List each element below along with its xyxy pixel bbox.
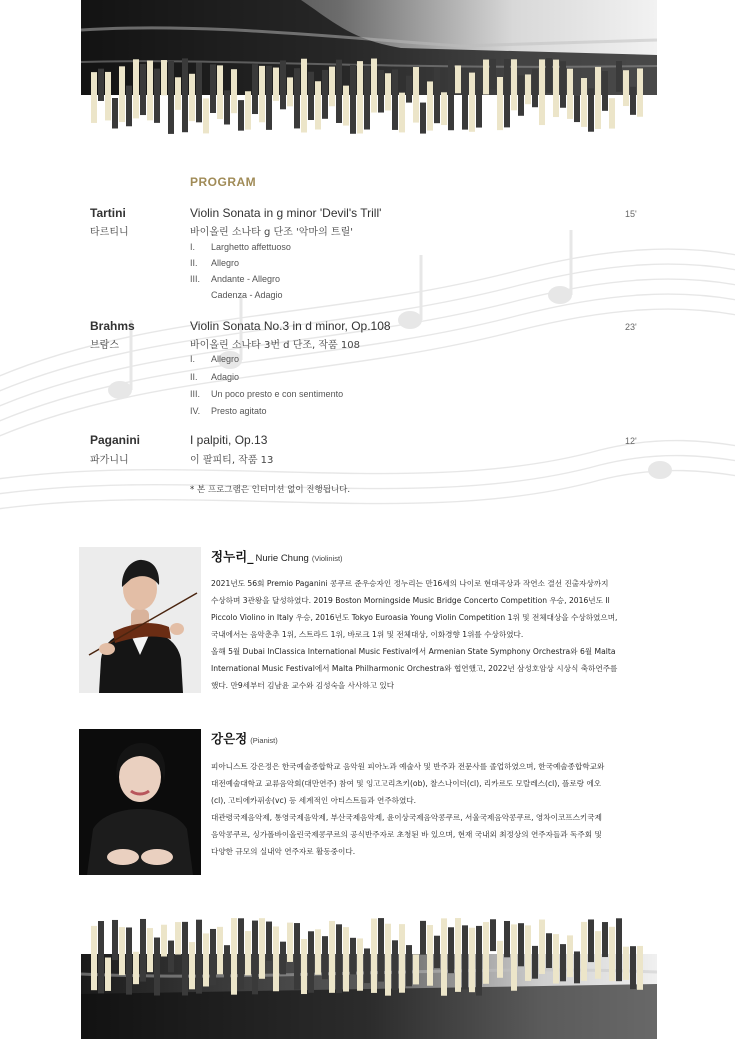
wave-bar (462, 925, 468, 989)
wave-bar (357, 61, 363, 133)
wave-bar (273, 926, 279, 991)
wave-bar (588, 88, 594, 131)
wave-bar (322, 70, 328, 119)
wave-bar (602, 71, 608, 111)
wave-bar (371, 918, 377, 992)
wave-bar (413, 954, 419, 984)
wave-bar (581, 922, 587, 981)
wave-bar (371, 59, 377, 113)
wave-bar (147, 61, 153, 121)
wave-bar (329, 67, 335, 107)
wave-bar (189, 74, 195, 121)
wave-bar (434, 68, 440, 124)
wave-bar (259, 918, 265, 979)
wave-bar (609, 927, 615, 981)
wave-bar (553, 934, 559, 983)
wave-bar (637, 946, 643, 990)
wave-bar (462, 68, 468, 130)
wave-bar (595, 67, 601, 129)
wave-bar (511, 59, 517, 110)
wave-bar (154, 938, 160, 996)
wave-bar (133, 59, 139, 118)
wave-bar (525, 74, 531, 104)
performer-name: 강은정 (Pianist) (211, 731, 278, 746)
wave-bar (539, 59, 545, 125)
performer-bio: 2021년도 56회 Premio Paganini 콩쿠르 준우승자인 정누리는 만16세의 나이로 현대곡상과 작연소 결선 진출자상까지 수상하며 3관왕을 달성하였다. 2019 Boston Morningside Music Bridge Concerto Competition 우승, 2016년도 Il Piccolo Violino in Italy 우승, 2016년도 Tokyo Euroasia Young Violin Competition 1위 및 전체대상을 수상하였으며, 국내에서는 음악춘추 1위, 스트라드 1위, 바로크 1위 및 전체대상, 이화경향 1위를 수상하였다. 올해 5월 Dubai InClassica International Music Festival에서 Armenian State Symphony Orchestra와 6월 Malta International Music Festival에서 Malta Philharmonic Orchestra와 협연했고, 2022년 삼성호암상 시상식 축하연주를 했다. 만9세부터 김남윤 교수와 김성숙을 사사하고 있다 (211, 579, 618, 690)
wave-bar (105, 957, 111, 990)
wave-bar (476, 90, 482, 128)
wave-bar (336, 60, 342, 123)
wave-bar (427, 925, 433, 986)
wave-bar (245, 91, 251, 129)
wave-bar (441, 918, 447, 995)
composer-name-ko: 파가니니 (90, 455, 129, 466)
wave-bar (497, 941, 503, 978)
work-title-ko: 이 팔피티, 작품 13 (190, 455, 274, 466)
wave-bar (203, 933, 209, 986)
wave-bar (133, 952, 139, 984)
work-title-en: Violin Sonata No.3 in d minor, Op.108 (190, 319, 391, 333)
wave-bar (581, 78, 587, 127)
wave-bar (203, 98, 209, 133)
wave-bar (490, 59, 496, 90)
music-notes-background (0, 200, 735, 560)
wave-bar (217, 65, 223, 119)
wave-bar (91, 72, 97, 123)
wave-bar (392, 940, 398, 990)
composer-name-ko: 타르티니 (90, 227, 129, 238)
wave-bar (532, 69, 538, 107)
wave-bar (224, 90, 230, 124)
wave-bar (504, 921, 510, 957)
wave-bar (98, 69, 104, 101)
wave-bar (609, 98, 615, 128)
wave-bar (567, 69, 573, 119)
wave-bar (238, 100, 244, 131)
wave-bar (280, 942, 286, 975)
wave-bar (196, 920, 202, 994)
wave-bar (392, 69, 398, 129)
wave-bar (406, 76, 412, 103)
wave-bar (112, 98, 118, 128)
wave-bar (266, 66, 272, 130)
wave-bar (469, 928, 475, 992)
wave-bar (413, 67, 419, 123)
wave-bar (602, 922, 608, 957)
wave-bar (217, 927, 223, 974)
wave-bar (308, 931, 314, 992)
wave-bar (364, 66, 370, 130)
wave-bar (98, 921, 104, 993)
wave-bar (91, 926, 97, 990)
wave-bar (448, 927, 454, 973)
wave-bar (126, 86, 132, 127)
wave-bar (441, 92, 447, 125)
wave-bar (553, 60, 559, 117)
wave-bar (343, 86, 349, 126)
movement: I. Larghetto affettuoso (190, 242, 291, 252)
wave-bar (350, 938, 356, 975)
wave-bar (154, 69, 160, 123)
wave-bar (350, 65, 356, 134)
violinist-portrait (79, 547, 201, 693)
wave-bar (210, 929, 216, 986)
wave-bar (252, 64, 258, 114)
composer-name-ko: 브람스 (90, 340, 119, 351)
wave-bar (539, 920, 545, 974)
performer-name-en: Nurie Chung (255, 553, 309, 564)
wave-bar (469, 73, 475, 132)
wave-bar (420, 103, 426, 134)
wave-bar (616, 61, 622, 92)
wave-bar (427, 81, 433, 130)
wave-bar (623, 947, 629, 980)
wave-bar (476, 926, 482, 996)
wave-bar (511, 924, 517, 990)
movement: II. Adagio (190, 372, 240, 382)
wave-bar (546, 58, 552, 93)
wave-bar (147, 928, 153, 972)
wave-bar (266, 922, 272, 961)
wave-bar (168, 61, 174, 134)
wave-bar (287, 923, 293, 962)
wave-bar (595, 931, 601, 979)
wave-bar (637, 68, 643, 116)
wave-bar (560, 61, 566, 108)
movement: Cadenza - Adagio (211, 290, 283, 300)
movement: II. Allegro (190, 258, 240, 268)
wave-bar (399, 924, 405, 993)
sound-wave-bars (81, 912, 657, 1039)
wave-bar (273, 68, 279, 101)
work-title-en: I palpiti, Op.13 (190, 433, 268, 447)
composer-name-en: Brahms (90, 319, 135, 333)
wave-bar (182, 58, 188, 132)
wave-bar (196, 63, 202, 123)
wave-bar (385, 924, 391, 996)
wave-bar (315, 929, 321, 974)
wave-bar (385, 73, 391, 110)
wave-bar (308, 72, 314, 120)
wave-bar (504, 59, 510, 127)
work-title-ko: 바이올린 소나타 g 단조 '악마의 트릴' (190, 227, 353, 238)
movement: III. Andante - Allegro (190, 274, 281, 284)
wave-bar (301, 59, 307, 133)
wave-bar (518, 923, 524, 966)
performer-name: 정누리_ Nurie Chung (Violinist) (211, 549, 343, 564)
wave-bar (532, 946, 538, 979)
bottom-banner (81, 912, 657, 1039)
top-banner (81, 0, 657, 140)
wave-bar (630, 946, 636, 989)
work-title-en: Violin Sonata in g minor 'Devil's Trill' (190, 206, 382, 220)
wave-bar (119, 66, 125, 122)
wave-bar (140, 64, 146, 115)
pianist-portrait (79, 729, 201, 875)
wave-bar (252, 921, 258, 995)
wave-bar (182, 922, 188, 996)
wave-bar (301, 939, 307, 994)
wave-bar (336, 924, 342, 993)
wave-bar (546, 933, 552, 968)
wave-bar (231, 918, 237, 995)
wave-bar (322, 936, 328, 979)
wave-bar (420, 921, 426, 955)
wave-bar (210, 64, 216, 113)
wave-bar (497, 77, 503, 130)
wave-bar (224, 945, 230, 983)
wave-bar (161, 60, 167, 95)
wave-bar (399, 93, 405, 133)
wave-bar (175, 77, 181, 110)
wave-bar (560, 944, 566, 981)
sound-wave-bars (81, 0, 657, 140)
program-heading: PROGRAM (190, 175, 257, 189)
composer-name-en: Tartini (90, 206, 126, 220)
performer-role: (Violinist) (311, 554, 343, 563)
duration: 15' (625, 209, 637, 219)
wave-bar (364, 948, 370, 983)
wave-bar (574, 951, 580, 983)
wave-bar (483, 60, 489, 95)
wave-bar (616, 918, 622, 981)
wave-bar (378, 918, 384, 982)
wave-bar (490, 919, 496, 951)
wave-bar (175, 922, 181, 954)
wave-bar (238, 918, 244, 989)
movement: III. Un poco presto e con sentimento (190, 389, 344, 399)
wave-bar (378, 70, 384, 113)
wave-bar (168, 941, 174, 973)
movement: I. Allegro (190, 354, 240, 364)
wave-bar (518, 75, 524, 115)
movement: IV. Presto agitato (190, 406, 267, 416)
wave-bar (455, 65, 461, 93)
wave-bar (329, 921, 335, 993)
performer-role: (Pianist) (250, 736, 278, 745)
wave-bar (259, 66, 265, 122)
program-note: * 본 프로그램은 인터미션 없이 진행됩니다. (190, 485, 351, 495)
performer-bio: 피아니스트 강은정은 한국예술종합학교 음악원 피아노과 예술사 및 반주과 전문사를 졸업하였으며, 한국예술종합학교와 대전예술대학교 교류음악회(대만연주) 참여 및 잉고고리츠키(ob), 찰스나이더(cl), 리카르도 모랄레스(cl), 플로랑 에오 (cl), 고티에카퓌송(vc) 등 세계적인 아티스트들과 연주하였다. 대관령국제음악제, 통영국제음악제, 부산국제음악제, 윤이상국제음악콩쿠르, 서울국제음악콩쿠르, 영차이코프스키국제 음악콩쿠르, 싱가폴바이올린국제콩쿠르의 공식반주자로 초청된 바 있으며, 현재 국내외 최정상의 연주자들과 독주회 및 다양한 규모의 실내악 연주자로 활동중이다. (211, 762, 605, 856)
wave-bar (161, 925, 167, 957)
wave-bar (574, 95, 580, 122)
wave-bar (280, 60, 286, 109)
wave-bar (140, 919, 146, 982)
wave-bar (315, 81, 321, 129)
wave-bar (630, 87, 636, 115)
wave-bar (567, 935, 573, 977)
wave-bar (623, 70, 629, 106)
wave-bar (455, 918, 461, 992)
wave-bar (189, 942, 195, 989)
wave-bar (245, 931, 251, 975)
wave-bar (448, 59, 454, 130)
wave-bar (231, 69, 237, 113)
wave-bar (434, 936, 440, 968)
work-title-ko: 바이올린 소나타 3번 d 단조, 작품 108 (190, 340, 360, 351)
duration: 12' (625, 436, 637, 446)
wave-bar (483, 922, 489, 984)
wave-bar (525, 925, 531, 981)
wave-bar (588, 919, 594, 962)
wave-bar (294, 68, 300, 128)
wave-bar (105, 72, 111, 120)
wave-bar (357, 938, 363, 990)
wave-bar (406, 945, 412, 986)
duration: 23' (625, 322, 637, 332)
wave-bar (126, 927, 132, 994)
wave-bar (343, 927, 349, 991)
wave-bar (294, 923, 300, 990)
composer-name-en: Paganini (90, 433, 141, 447)
wave-bar (287, 77, 293, 106)
wave-bar (112, 920, 118, 960)
wave-bar (119, 927, 125, 975)
